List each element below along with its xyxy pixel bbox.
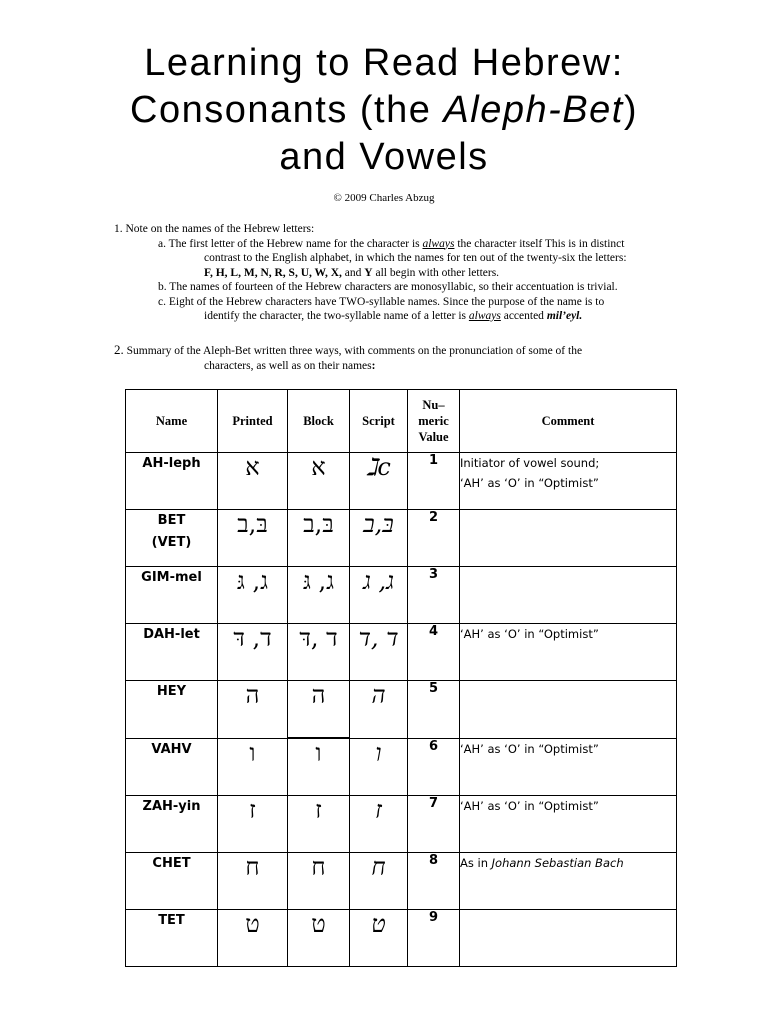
title-line-2 (0, 87, 768, 134)
summary-line-1 (114, 343, 678, 359)
block-glyph: בּ,ב (303, 510, 334, 538)
numeric-value (408, 453, 460, 510)
printed-form (218, 453, 288, 510)
comment-cell (460, 910, 677, 967)
block-glyph: א (311, 453, 326, 481)
letter-name (126, 624, 218, 681)
letter-name-line-1: AH-leph (142, 456, 201, 471)
printed-form (218, 738, 288, 796)
numeric-value (408, 853, 460, 910)
comment-cell (460, 853, 677, 910)
block-form (288, 567, 350, 624)
comment-text: ‘AH’ as ‘O’ in “Optimist” (460, 799, 599, 813)
script-form (350, 567, 408, 624)
title-line-3: and Vowels (279, 136, 489, 178)
script-form (350, 853, 408, 910)
printed-glyph: ח (245, 853, 260, 881)
header-comment: Comment (460, 390, 677, 453)
script-form (350, 910, 408, 967)
header-value-line-3: Value (418, 430, 449, 444)
printed-form (218, 853, 288, 910)
note-1a (114, 237, 682, 252)
comment-cell (460, 453, 677, 510)
letter-name (126, 796, 218, 853)
block-form (288, 853, 350, 910)
script-form (350, 624, 408, 681)
comment-cell (460, 681, 677, 739)
script-form (350, 738, 408, 796)
title-line-2-end: ) (623, 89, 638, 131)
numeric-value (408, 681, 460, 739)
header-value-line-2: meric (418, 414, 449, 428)
comment-text: ‘AH’ as ‘O’ in “Optimist” (460, 741, 599, 756)
script-glyph: בּ,ב (363, 510, 394, 538)
numeric-value-text: 5 (428, 681, 439, 696)
comment-line-1 (460, 796, 676, 816)
block-glyph: ט (311, 910, 326, 938)
script-glyph: ז (375, 796, 382, 824)
block-glyph: ז (315, 796, 322, 824)
numeric-value-text: 6 (428, 738, 439, 754)
header-numeric-value (408, 390, 460, 453)
printed-glyph: ה (245, 681, 260, 709)
table-row (126, 853, 677, 910)
letter-name-line-1: GIM-mel (141, 570, 202, 585)
printed-glyph: ט (245, 910, 260, 938)
note-1c-always: always (468, 310, 501, 322)
numeric-value-text: 4 (428, 624, 439, 639)
script-form (350, 510, 408, 567)
summary-section (114, 343, 678, 373)
printed-glyph: ז (249, 796, 256, 824)
comment-text: ‘AH’ as ‘O’ in “Optimist” (460, 627, 599, 641)
letter-name-line-1: BET (157, 513, 186, 528)
script-form (350, 681, 408, 739)
comment-cell (460, 738, 677, 796)
comment-line-1 (460, 739, 676, 759)
table-row (126, 624, 677, 681)
summary-colon: : (371, 359, 376, 372)
note-1a-always: always (422, 237, 455, 250)
script-glyph: ט (371, 910, 386, 938)
table-row (126, 681, 677, 739)
numeric-value (408, 567, 460, 624)
comment-cell (460, 796, 677, 853)
block-form (288, 681, 350, 739)
script-glyph: ד ,ד (358, 624, 399, 652)
letter-name (126, 853, 218, 910)
note-1-heading: 1. Note on the names of the Hebrew letters: (114, 223, 315, 235)
note-1a-letter-y: Y (364, 266, 373, 279)
summary-number: 2. (114, 342, 124, 357)
table-header-row (126, 390, 677, 453)
numeric-value-text: 3 (428, 567, 439, 582)
document-title (0, 40, 768, 181)
letter-name-line-1: VAHV (151, 741, 192, 757)
printed-form (218, 796, 288, 853)
header-script: Script (350, 390, 408, 453)
numeric-value (408, 910, 460, 967)
comment-line-2: ‘AH’ as ‘O’ in “Optimist” (460, 476, 599, 490)
letter-name (126, 910, 218, 967)
header-block: Block (288, 390, 350, 453)
printed-glyph: א (245, 453, 260, 481)
comment-cell (460, 510, 677, 567)
letter-name-line-1: CHET (152, 856, 191, 871)
printed-glyph: בּ,ב (237, 510, 268, 538)
numeric-value (408, 510, 460, 567)
notes-section (114, 222, 682, 324)
block-form (288, 453, 350, 510)
script-glyph: ו (375, 738, 382, 767)
numeric-value-text: 8 (428, 853, 439, 868)
block-glyph: ד ,דּ (299, 624, 338, 652)
comment-cell (460, 624, 677, 681)
printed-form (218, 567, 288, 624)
numeric-value (408, 624, 460, 681)
block-glyph: ג, גּ (302, 567, 335, 595)
block-glyph: ח (311, 853, 326, 881)
table-row (126, 738, 677, 796)
printed-glyph: ג, גּ (236, 567, 269, 595)
summary-line-2 (114, 359, 678, 374)
block-form (288, 738, 350, 796)
note-1b: b. The names of fourteen of the Hebrew characters are monosyllabic, so their accentuation is trivial. (158, 281, 618, 293)
script-glyph: ℷc (366, 453, 391, 481)
printed-glyph: ד, דּ (233, 624, 272, 652)
script-form (350, 796, 408, 853)
letter-name (126, 453, 218, 510)
block-form (288, 796, 350, 853)
note-1a-start: a. The first letter of the Hebrew name for the character is (158, 237, 423, 250)
numeric-value-text: 7 (428, 796, 439, 811)
copyright-notice: © 2009 Charles Abzug (333, 192, 435, 204)
comment-line-1 (460, 624, 676, 644)
printed-form (218, 910, 288, 967)
note-1a-line-3 (114, 266, 682, 281)
note-1a-line-2: contrast to the English alphabet, in which the names for ten out of the twenty-six the letters: (204, 252, 627, 264)
numeric-value-text: 9 (428, 910, 439, 925)
block-form (288, 624, 350, 681)
block-glyph: ו (315, 739, 322, 767)
comment-line-1 (460, 453, 676, 473)
script-glyph: ג, ג (362, 567, 395, 595)
note-1c-mileyl: mil’eyl. (546, 310, 583, 322)
numeric-value-text: 2 (428, 510, 439, 525)
summary-text: Summary of the Aleph-Bet written three ways, with comments on the pronunciation of some of the (123, 345, 583, 357)
table-row (126, 510, 677, 567)
summary-text-2: characters, as well as on their names (204, 359, 372, 372)
script-glyph: ח (371, 853, 386, 881)
note-1c-line-2 (114, 309, 682, 324)
aleph-bet-table (125, 389, 677, 967)
table-row (126, 796, 677, 853)
letter-name (126, 681, 218, 739)
numeric-value (408, 738, 460, 796)
table-row (126, 567, 677, 624)
letter-name-line-1: ZAH-yin (142, 799, 201, 814)
letter-name-line-2: (VET) (151, 535, 192, 550)
title-aleph-bet: Aleph-Bet (443, 89, 624, 131)
printed-form (218, 624, 288, 681)
note-1a-end: the character itself This is in distinct (454, 237, 625, 250)
note-1a-line-3-end: all begin with other letters. (372, 266, 500, 279)
printed-glyph: ו (249, 738, 256, 767)
comment-line-1 (460, 853, 676, 873)
block-form (288, 910, 350, 967)
title-line-2-start: Consonants (the (130, 89, 444, 131)
header-printed: Printed (218, 390, 288, 453)
header-name: Name (126, 390, 218, 453)
letter-name (126, 567, 218, 624)
block-glyph: ה (311, 681, 326, 709)
numeric-value-text: 1 (428, 453, 439, 468)
script-form (350, 453, 408, 510)
letter-name-line-1: TET (158, 913, 185, 928)
comment-text: Initiator of vowel sound; (460, 456, 600, 470)
header-value-line-1: Nu– (422, 398, 445, 412)
comment-text: As in (460, 856, 492, 870)
letter-name (126, 738, 218, 796)
note-1a-letters: F, H, L, M, N, R, S, U, W, X, (204, 266, 342, 279)
numeric-value (408, 796, 460, 853)
block-form (288, 510, 350, 567)
printed-form (218, 510, 288, 567)
title-line-1: Learning to Read Hebrew: (144, 42, 624, 84)
script-glyph: ה (371, 681, 386, 709)
letter-name-line-1: DAH-let (143, 627, 200, 642)
note-1c-accented: accented (500, 310, 547, 322)
note-1a-and: and (341, 266, 365, 279)
printed-form (218, 681, 288, 739)
letter-name-line-1: HEY (156, 684, 187, 699)
note-1c-line-2-start: identify the character, the two-syllable name of a letter is (204, 310, 469, 322)
table-row (126, 453, 677, 510)
comment-cell (460, 567, 677, 624)
table-row (126, 910, 677, 967)
note-1c: c. Eight of the Hebrew characters have TWO-syllable names. Since the purpose of the name is to (158, 295, 605, 308)
letter-name (126, 510, 218, 567)
comment-emphasis: Johann Sebastian Bach (491, 856, 624, 870)
